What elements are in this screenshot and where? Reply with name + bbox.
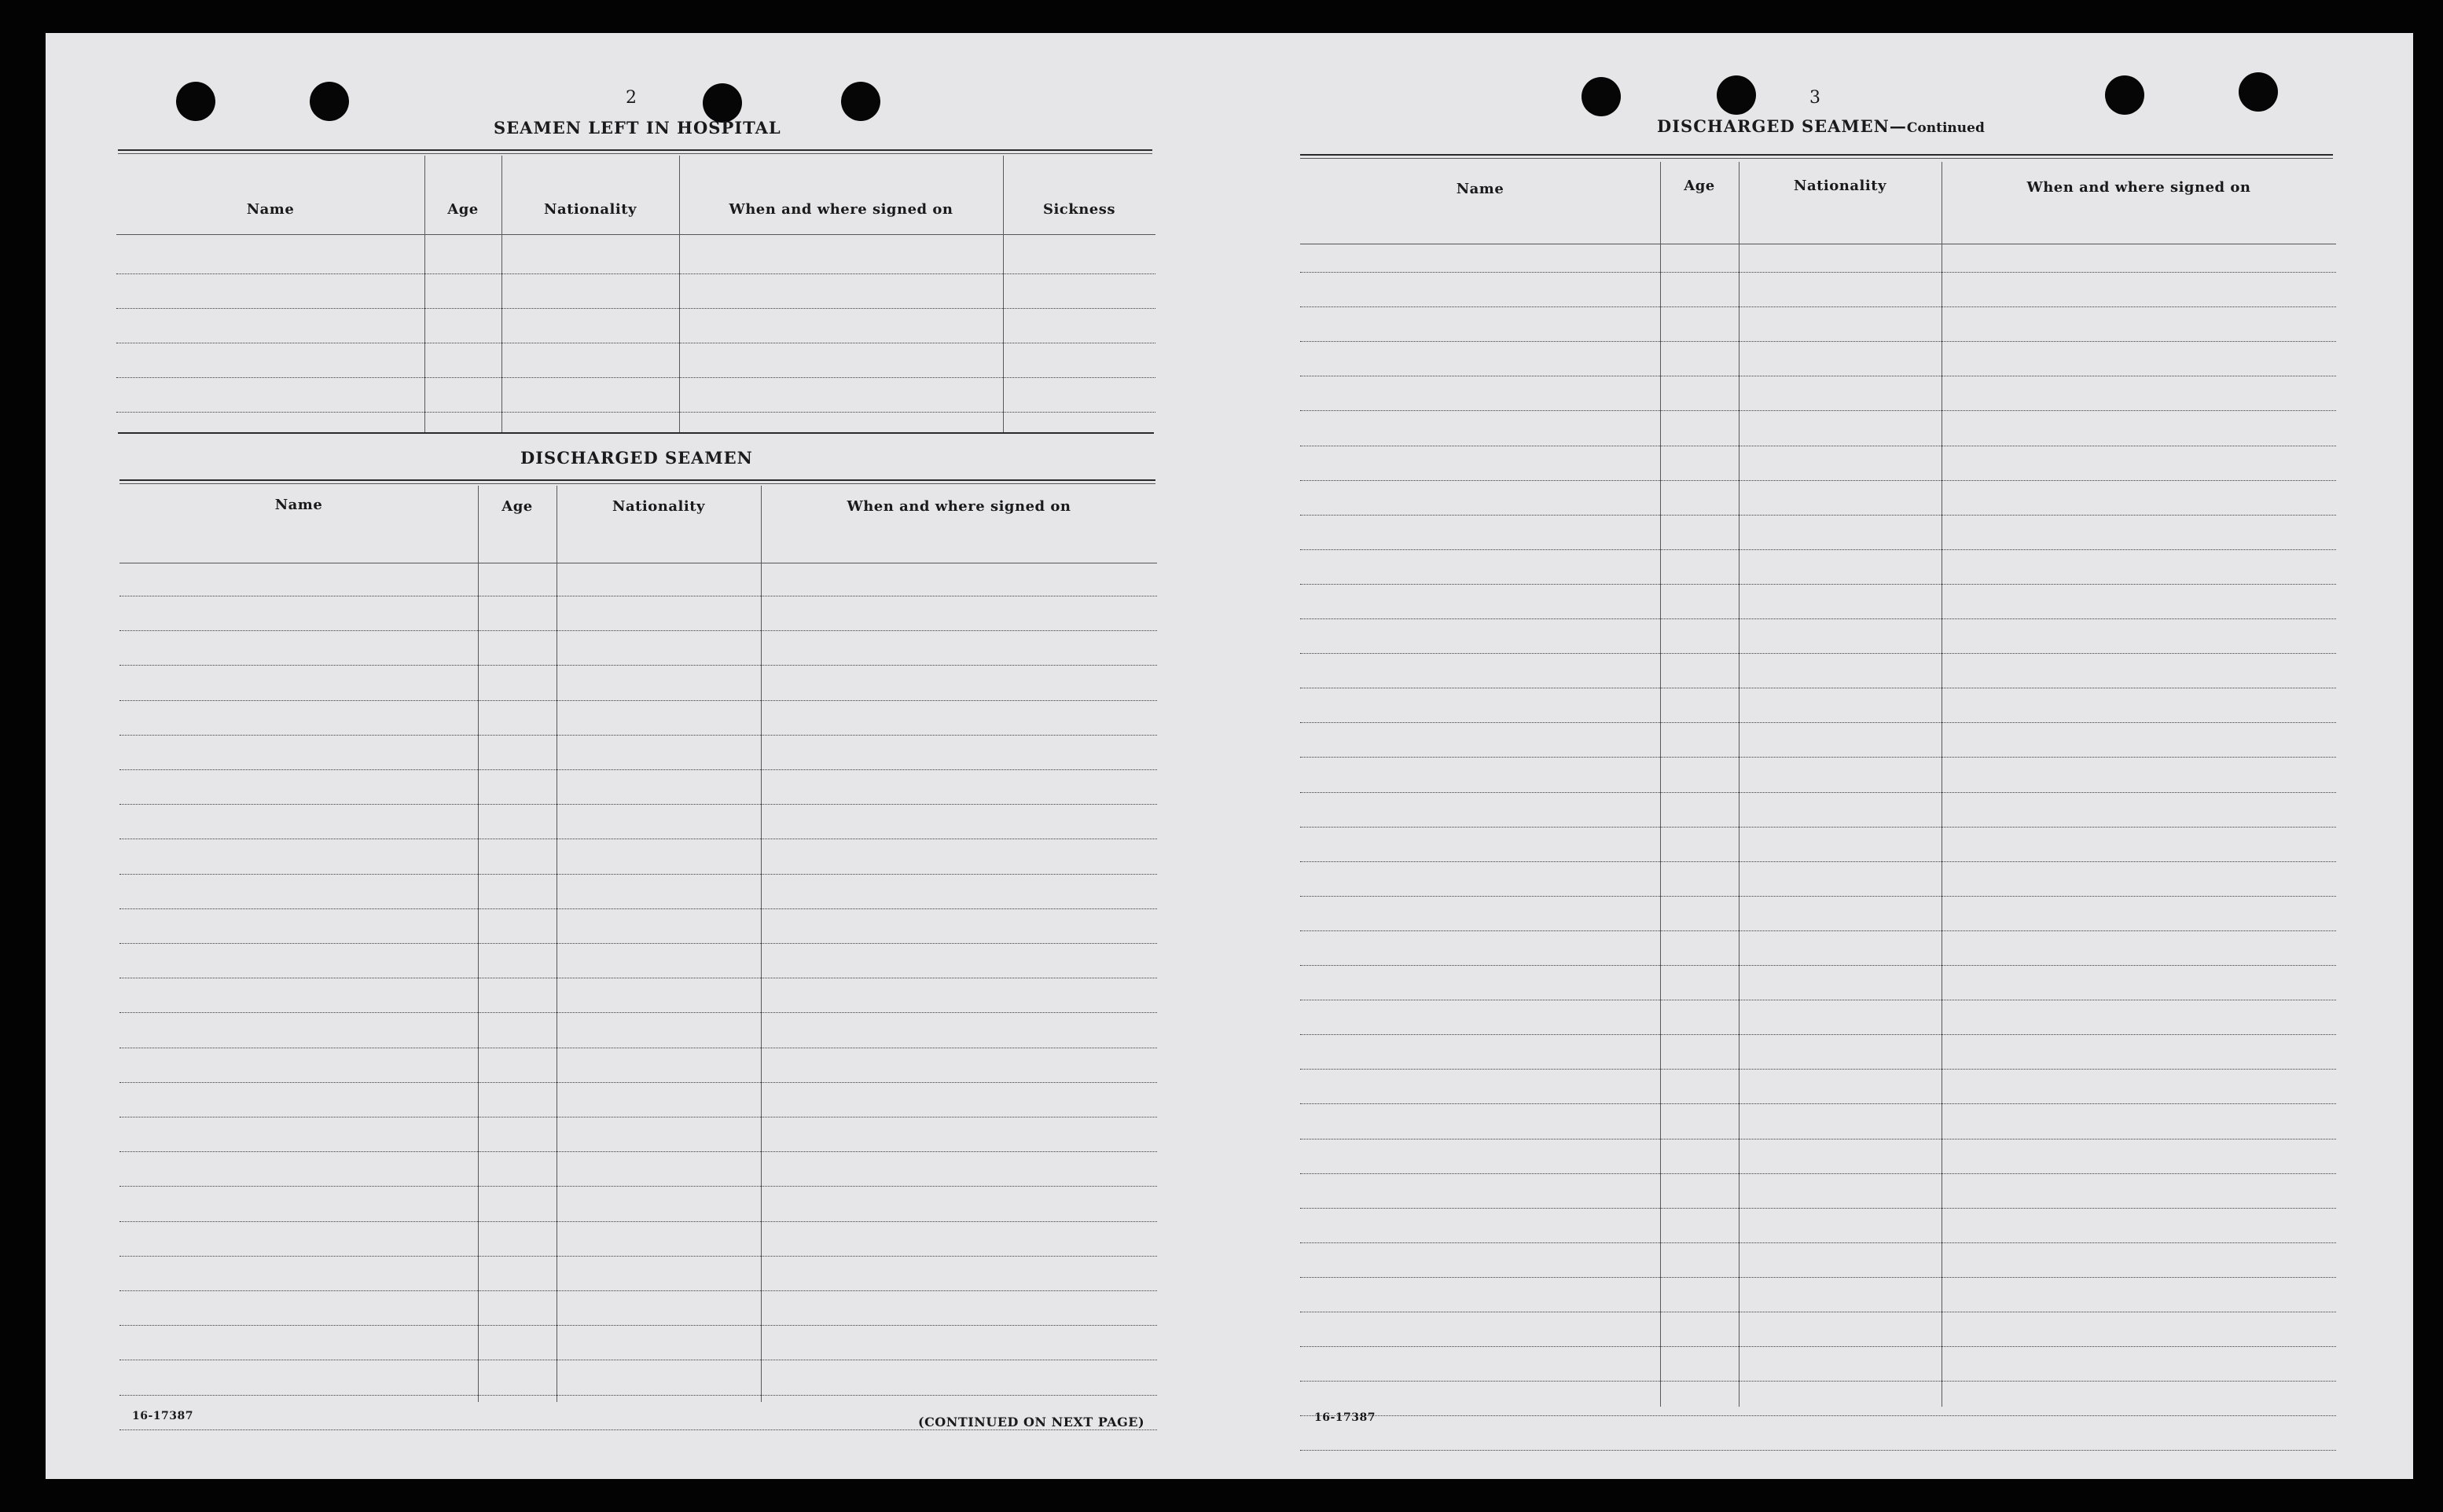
column-header-nationality: Nationality: [612, 498, 705, 515]
table-row-line: [1300, 1139, 2336, 1140]
column-header-nationality: Nationality: [544, 201, 637, 218]
punch-hole: [1582, 77, 1621, 116]
column-header-age: Age: [447, 201, 479, 218]
column-header-signed-on: When and where signed on: [847, 498, 1071, 515]
table-row-line: [1300, 1173, 2336, 1174]
table-row-line: [1300, 410, 2336, 411]
punch-hole: [1717, 75, 1756, 115]
table-row-line: [119, 769, 1157, 770]
table-row-line: [1300, 722, 2336, 723]
table-row-line: [119, 1151, 1157, 1152]
table-row-line: [1300, 1103, 2336, 1104]
column-header-age: Age: [1684, 178, 1715, 194]
table-row-line: [1300, 549, 2336, 550]
table-row-line: [1300, 1208, 2336, 1209]
table-row-line: [1300, 341, 2336, 342]
table-row-line: [1300, 1069, 2336, 1070]
discharged-section-title: DISCHARGED SEAMEN: [520, 448, 753, 468]
title-sub: Continued: [1906, 120, 1985, 136]
table-row-line: [1300, 306, 2336, 307]
column-header-name: Name: [274, 497, 323, 513]
table-row-line: [1300, 1277, 2336, 1278]
table-row-line: [116, 308, 1155, 309]
table-row-line: [119, 1325, 1157, 1326]
table-row-line: [1300, 827, 2336, 828]
table-row-line: [1300, 480, 2336, 481]
hospital-table: [116, 156, 1155, 435]
table-row-line: [119, 1221, 1157, 1222]
table-row-line: [1300, 930, 2336, 931]
table-row-line: [119, 943, 1157, 944]
page-number: 2: [626, 88, 637, 108]
table-row-line: [1300, 618, 2336, 619]
discharged-continued-title: [1657, 116, 1985, 136]
table-row-line: [1300, 515, 2336, 516]
continued-note: (CONTINUED ON NEXT PAGE): [918, 1415, 1145, 1429]
table-row-line: [1300, 896, 2336, 897]
table-row-line: [1300, 757, 2336, 758]
header-rule: [1300, 154, 2333, 159]
table-row-line: [116, 273, 1155, 274]
table-row-line: [119, 1082, 1157, 1083]
table-row-line: [119, 735, 1157, 736]
table-row-line: [1300, 965, 2336, 966]
table-row-line: [119, 1186, 1157, 1187]
column-header-signed-on: When and where signed on: [2026, 179, 2251, 196]
hospital-section-title: SEAMEN LEFT IN HOSPITAL: [494, 118, 781, 138]
table-row-line: [1300, 861, 2336, 862]
table-row-line: [1300, 1242, 2336, 1243]
column-header-age: Age: [501, 498, 533, 515]
table-row-line: [1300, 1450, 2336, 1451]
punch-hole: [2239, 72, 2278, 112]
punch-hole: [841, 82, 880, 121]
punch-hole: [2105, 75, 2144, 115]
table-row-line: [1300, 584, 2336, 585]
section-rule: [118, 432, 1154, 434]
table-row-line: [119, 1012, 1157, 1013]
page-number: 3: [1809, 88, 1821, 108]
title-main: DISCHARGED SEAMEN—: [1657, 116, 1907, 136]
table-row-line: [119, 1395, 1157, 1396]
discharged-continued-table: [1300, 162, 2336, 1410]
discharged-table: [119, 486, 1157, 1405]
column-header-name: Name: [1456, 181, 1504, 197]
column-header-nationality: Nationality: [1794, 178, 1886, 194]
punch-hole: [703, 83, 742, 123]
table-row-line: [119, 1256, 1157, 1257]
table-row-line: [119, 700, 1157, 701]
document-sheet: [46, 33, 2413, 1479]
column-header-signed-on: When and where signed on: [729, 201, 953, 218]
table-row-line: [1300, 1346, 2336, 1347]
table-row-line: [1300, 1381, 2336, 1382]
table-row-line: [119, 804, 1157, 805]
header-underline: [116, 234, 1155, 235]
punch-hole: [310, 82, 349, 121]
table-row-line: [1300, 272, 2336, 273]
form-number: 16-17387: [1314, 1411, 1376, 1424]
column-header-sickness: Sickness: [1042, 201, 1116, 218]
table-row-line: [1300, 792, 2336, 793]
column-header-name: Name: [246, 201, 295, 218]
table-row-line: [119, 665, 1157, 666]
table-row-line: [119, 630, 1157, 631]
table-row-line: [116, 412, 1155, 413]
table-row-line: [119, 874, 1157, 875]
table-row-line: [1300, 1415, 2336, 1416]
header-rule: [118, 149, 1152, 154]
table-row-line: [1300, 653, 2336, 654]
table-row-line: [119, 1290, 1157, 1291]
table-row-line: [1300, 1034, 2336, 1035]
table-row-line: [119, 908, 1157, 909]
table-row-line: [116, 377, 1155, 378]
form-number: 16-17387: [132, 1410, 193, 1422]
header-rule: [119, 479, 1155, 484]
punch-hole: [176, 82, 215, 121]
